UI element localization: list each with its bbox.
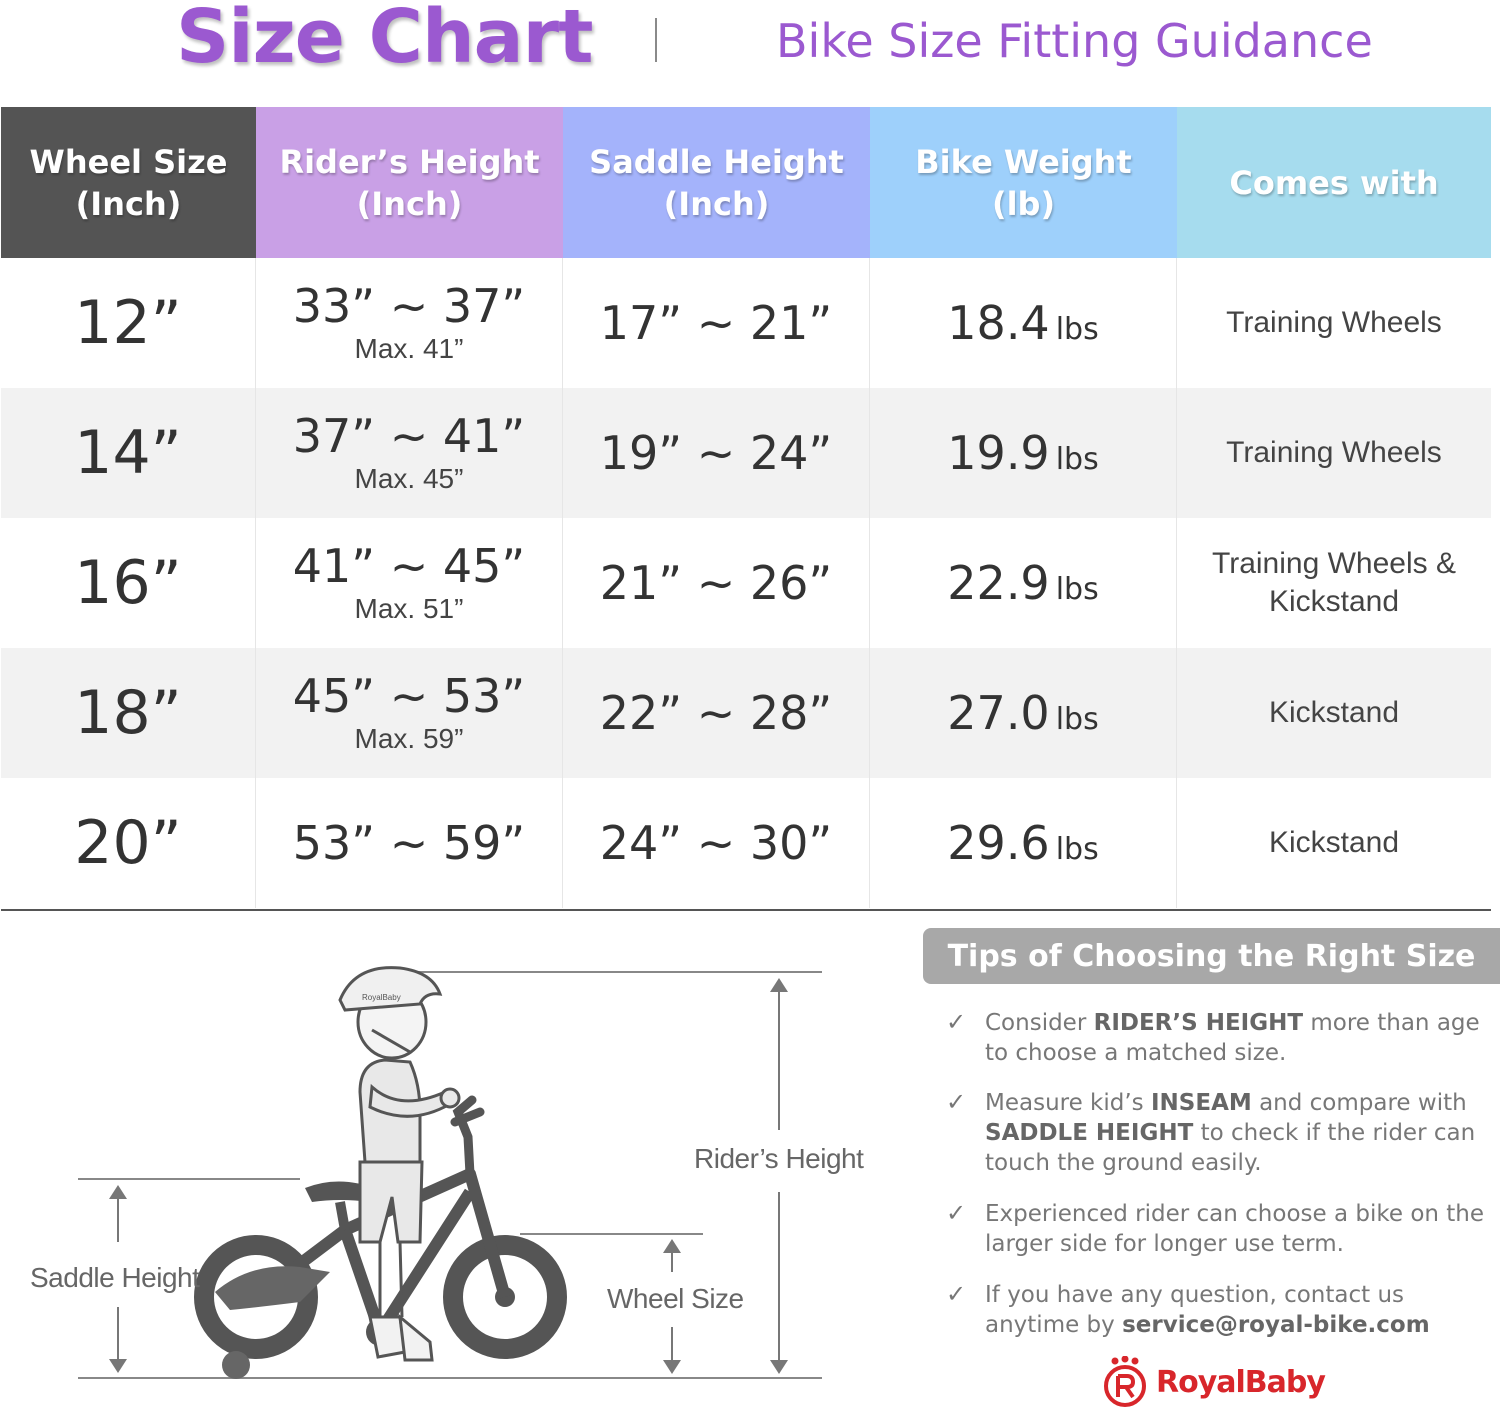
bike-weight-cell: [947, 296, 1098, 350]
bike-weight-value: 19.9: [947, 426, 1050, 480]
bike-weight-unit: lbs: [1055, 572, 1099, 607]
header-saddle-height: [563, 107, 870, 258]
header-bike-weight-label: Bike Weight: [915, 142, 1132, 181]
wheel-size-label: Wheel Size: [607, 1283, 744, 1314]
header-comes-with-label: Comes with: [1229, 163, 1439, 202]
riders-height-max: Max. 59”: [354, 723, 464, 754]
bike-weight-cell: [947, 816, 1098, 870]
tip-text-emphasis: SADDLE HEIGHT: [985, 1120, 1194, 1146]
section-divider: [1, 909, 1491, 911]
riders-height-label: Rider’s Height: [694, 1143, 864, 1174]
header-bike-weight: [870, 107, 1177, 258]
tip-text-emphasis: RIDER’S HEIGHT: [1093, 1010, 1304, 1036]
tip-text-emphasis: INSEAM: [1150, 1090, 1252, 1116]
tip-text-part: more than age to choose a matched size.: [985, 1010, 1480, 1066]
title-separator: [655, 18, 657, 62]
tip-text-part: Measure kid’s: [985, 1090, 1151, 1116]
tip-text-part: Consider: [985, 1010, 1094, 1036]
header-riders-height-unit: (Inch): [356, 184, 463, 223]
tip-text-part: and compare with: [1251, 1090, 1467, 1116]
riders-height-cell: 41” ~ 45”: [292, 539, 526, 593]
comes-with-cell: Training Wheels: [1226, 306, 1442, 339]
table-row: [1, 258, 1491, 388]
bike-fitting-illustration: [0, 912, 900, 1414]
bike-weight-value: 27.0: [947, 686, 1050, 740]
size-chart-table: [1, 107, 1491, 908]
tip-text-part: If you have any question, contact us anytime by: [985, 1282, 1405, 1338]
riders-height-cell: 53” ~ 59”: [292, 816, 526, 870]
bike-weight-value: 22.9: [947, 556, 1050, 610]
wheel-size-cell: 12”: [74, 288, 182, 358]
checkmark-icon: ✓: [946, 1200, 967, 1227]
crown-r-icon: [1102, 1356, 1148, 1408]
comes-with-cell: Kickstand: [1268, 826, 1400, 859]
comes-with-cell: Training Wheels &: [1212, 547, 1456, 580]
table-row: [1, 778, 1491, 908]
bike-weight-cell: [947, 556, 1098, 610]
tip-text: [985, 1088, 1485, 1178]
table-header-row: [1, 107, 1491, 258]
tip-text-part: Experienced rider can choose a bike on the larger side for longer use term.: [985, 1201, 1485, 1257]
wheel-size-cell: 18”: [74, 678, 182, 748]
brand-logo: [1102, 1356, 1325, 1408]
header-comes-with: [1177, 107, 1491, 258]
bike-weight-value: 29.6: [947, 816, 1050, 870]
saddle-height-label: Saddle Height: [30, 1262, 200, 1293]
checkmark-icon: ✓: [946, 1281, 967, 1308]
wheel-size-cell: 20”: [74, 808, 182, 878]
riders-height-max: Max. 45”: [354, 463, 464, 494]
tip-text: [985, 1008, 1485, 1068]
header-wheel-size-label: Wheel Size: [29, 142, 228, 181]
header-saddle-height-label: Saddle Height: [589, 142, 844, 181]
saddle-height-cell: 24” ~ 30”: [599, 816, 833, 870]
comes-with-cell: Training Wheels: [1226, 436, 1442, 469]
header-riders-height-label: Rider’s Height: [279, 142, 540, 181]
header-wheel-size-unit: (Inch): [75, 184, 182, 223]
saddle-height-cell: 17” ~ 21”: [599, 296, 833, 350]
brand-name: RoyalBaby: [1156, 1364, 1325, 1400]
comes-with-cell: Kickstand: [1268, 696, 1400, 729]
page-title: Size Chart: [176, 0, 593, 80]
header-riders-height: [256, 107, 563, 258]
table-row: [1, 648, 1491, 778]
tip-text: [985, 1280, 1485, 1340]
comes-with-cell-line2: Kickstand: [1268, 585, 1400, 618]
page-subtitle: Bike Size Fitting Guidance: [776, 14, 1373, 68]
bike-weight-cell: [947, 686, 1098, 740]
helmet-brand-text: RoyalBaby: [362, 993, 401, 1002]
header-saddle-height-unit: (Inch): [663, 184, 770, 223]
checkmark-icon: ✓: [946, 1089, 967, 1116]
riders-height-cell: 37” ~ 41”: [292, 409, 526, 463]
table-row: [1, 518, 1491, 648]
riders-height-max: Max. 51”: [354, 593, 464, 624]
saddle-height-cell: 22” ~ 28”: [599, 686, 833, 740]
saddle-height-cell: 21” ~ 26”: [599, 556, 833, 610]
tip-text-part: to check if the rider can touch the ground easily.: [985, 1120, 1476, 1176]
table-row: [1, 388, 1491, 518]
rider-height-arrow: [770, 978, 788, 1374]
bike-weight-unit: lbs: [1055, 442, 1099, 477]
saddle-height-cell: 19” ~ 24”: [599, 426, 833, 480]
riders-height-max: Max. 41”: [354, 333, 464, 364]
tip-text: [985, 1199, 1485, 1259]
bike-weight-unit: lbs: [1055, 832, 1099, 867]
bike-weight-cell: [947, 426, 1098, 480]
riders-height-cell: 45” ~ 53”: [292, 669, 526, 723]
contact-email-link[interactable]: service@royal-bike.com: [1122, 1312, 1430, 1338]
tips-title: Tips of Choosing the Right Size: [923, 928, 1500, 984]
bike-weight-unit: lbs: [1055, 702, 1099, 737]
header-wheel-size: [1, 107, 256, 258]
wheel-size-cell: 16”: [74, 548, 182, 618]
wheel-size-cell: 14”: [74, 418, 182, 488]
bike-weight-unit: lbs: [1055, 312, 1099, 347]
header-bike-weight-unit: (lb): [991, 184, 1056, 223]
checkmark-icon: ✓: [946, 1009, 967, 1036]
riders-height-cell: 33” ~ 37”: [292, 279, 526, 333]
bike-weight-value: 18.4: [947, 296, 1050, 350]
